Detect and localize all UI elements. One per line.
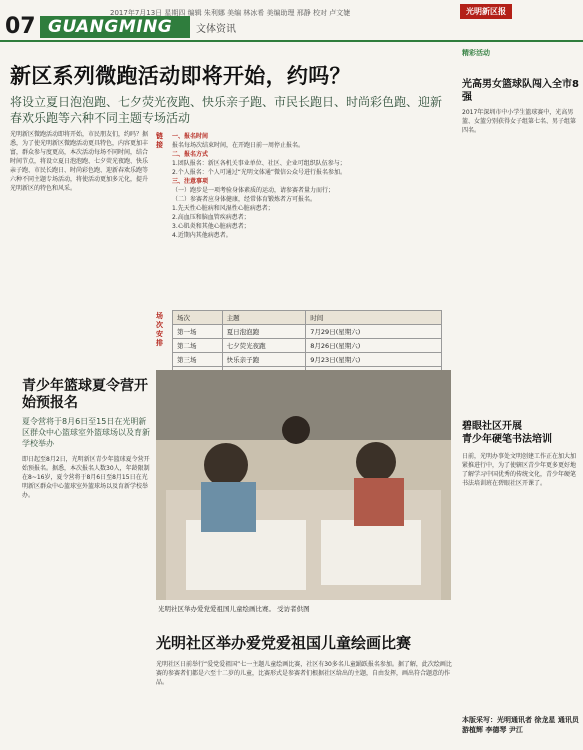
main-headline: 新区系列微跑活动即将开始，约吗？ <box>10 64 351 88</box>
basketball-headline: 青少年篮球夏令营开始预报名 <box>22 378 148 411</box>
notice-item: 报名每场次结束时间，在开跑日前一周停止报名。 <box>172 142 305 149</box>
main-subhead: 将设立夏日泡泡跑、七夕荧光夜跑、快乐亲子跑、市民长跑日、时尚彩色跑、迎新春欢乐跑等六种不同主题专场活动 <box>10 95 443 125</box>
notice-label: 链接 <box>156 132 163 149</box>
table-cell: 第二场 <box>173 339 223 353</box>
right-article-title: 光高男女篮球队闯入全市8强 <box>462 79 579 103</box>
table-row <box>173 339 442 353</box>
masthead <box>0 0 583 40</box>
table-cell: 夏日泡泡跑 <box>222 325 306 339</box>
right-article-subtitle: 青少年硬笔书法培训 <box>462 434 552 445</box>
brand-banner <box>40 16 190 38</box>
notice-item: 1.先天性心脏病和风湿性心脏病患者； <box>172 205 274 212</box>
table-header: 时间 <box>306 311 442 325</box>
table-cell: 快乐亲子跑 <box>222 353 306 367</box>
notice-item: 2.个人报名：个人可通过“光明文体通”微信公众号进行报名参加。 <box>172 169 346 176</box>
basketball-body: 即日起至8月2日，光明新区青少年篮球夏令营开始预报名。据悉，本次报名人数30人，年龄限制在8~16岁，夏令营将于8月6日至8月15日在光明新区群众中心篮球室外篮球场以及育新学校举办。 <box>22 456 150 499</box>
right-section-label: 精彩活动 <box>462 49 490 57</box>
table-header: 主题 <box>222 311 306 325</box>
masthead-rule <box>0 40 583 42</box>
article-body-col1: 光明新区微跑活动即将开始，市民朋友们，约吗？据悉，为了使光明新区微跑活动更具特色，内容更加丰富，群众参与度更高，本次活动每场不同时间，结合时间节点，将设立夏日泡泡跑、七夕荧光夜跑、快乐亲子跑、市民长跑日、时尚彩色跑、迎新春欢乐跑等六种不同主题专场活动，将使活动更加多元化，提升光明新区的特色和风采。 <box>10 131 149 192</box>
bottom-body: 光明社区日前举行“爱党爱祖国”七一主题儿童绘画比赛，社区有30多名儿童踊跃报名参加。据了解，此次绘画比赛的参赛者们都是六至十二岁的儿童，比赛形式是参赛者们根据社区给出的主题，自由发挥，画出符合题意的作品。 <box>156 661 452 686</box>
notice-box <box>172 132 442 240</box>
right-column-lower <box>462 420 580 488</box>
right-article-body: 日前，光明办事处文明创建工作正在加大加紧推进行中，为了使辖区青少年更多更好地了解学习中国优秀的传统文化，青少年硬笔书法培训班在碧眼社区开课了。 <box>462 453 577 487</box>
notice-item: 一、报名时间 <box>172 133 209 140</box>
basketball-lead: 夏令营将于8月6日至15日在光明新区群众中心篮球室外篮球场以及育新学校举办 <box>22 417 150 448</box>
schedule-label: 场次安排 <box>156 312 163 347</box>
table-cell: 七夕荧光夜跑 <box>222 339 306 353</box>
notice-item: 3.心肌炎和其他心脏病患者； <box>172 223 250 230</box>
children-drawing-photo <box>156 370 451 600</box>
table-cell: 8月26日(星期六) <box>306 339 442 353</box>
table-cell: 7月29日(星期六) <box>306 325 442 339</box>
notice-item: 4.近期内其他病患者。 <box>172 232 232 239</box>
right-column <box>462 48 580 135</box>
notice-item: 2.高血压和脑血管疾病患者； <box>172 214 250 221</box>
page-number: 07 <box>5 14 36 39</box>
basketball-article <box>22 378 150 500</box>
table-header-row <box>173 311 442 325</box>
notice-item: 三、注意事项 <box>172 178 209 185</box>
brand-name: GUANGMING <box>48 17 173 37</box>
photo-caption: 光明社区举办爱党爱祖国儿童绘画比赛。 受访者供图 <box>158 605 310 613</box>
date-editor-line: 2017年7月13日 星期四 编辑 朱利娜 美编 林冰希 美编助理 邢静 校对 卢文婕 <box>110 9 351 17</box>
photo-illustration <box>156 370 451 600</box>
notice-item: （二）参赛者应身体健康，经常体育锻炼者方可报名。 <box>172 196 317 203</box>
table-cell: 第一场 <box>173 325 223 339</box>
table-row <box>173 353 442 367</box>
bottom-headline: 光明社区举办爱党爱祖国儿童绘画比赛 <box>156 634 412 652</box>
notice-item: 二、报名方式 <box>172 151 209 158</box>
notice-item: 1.团队报名：新区各机关事业单位、社区、企业可组织队伍参与； <box>172 160 346 167</box>
table-header: 场次 <box>173 311 223 325</box>
section-name: 文体资讯 <box>196 24 236 35</box>
byline-credit: 本版采写：光明通讯者 徐龙星 通讯员 游植辉 李德琴 尹江 <box>462 716 579 734</box>
right-article-title: 碧眼社区开展 <box>462 421 522 432</box>
table-cell: 第三场 <box>173 353 223 367</box>
right-article-body: 2017年深圳市中小学生篮球赛中，光高男篮、女篮分别获得女子组第七名、男子组第四名。 <box>462 109 577 134</box>
paper-name: 光明新区报 <box>460 4 512 19</box>
table-row <box>173 325 442 339</box>
table-cell: 9月23日(星期六) <box>306 353 442 367</box>
notice-item: （一）跑步是一项考验身体素质的运动，请参赛者量力而行； <box>172 187 335 194</box>
